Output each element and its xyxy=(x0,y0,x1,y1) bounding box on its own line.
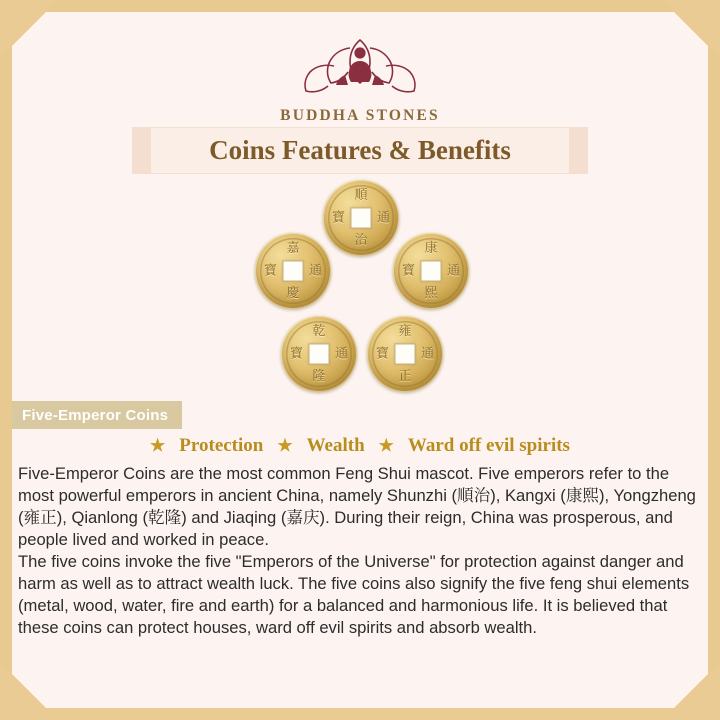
coin-glyph-top: 雍 xyxy=(398,324,412,339)
coin-glyph-bottom: 隆 xyxy=(312,369,326,384)
coin-square-hole xyxy=(421,261,442,282)
coin-jiaqing xyxy=(255,233,331,309)
page-title: Coins Features & Benefits xyxy=(209,135,511,165)
star-icon: ★ xyxy=(378,436,394,455)
coin-glyph-left: 寶 xyxy=(264,263,278,279)
coin-illustration-group xyxy=(0,178,720,400)
coin-glyph-left: 寶 xyxy=(402,263,416,279)
description-block xyxy=(18,463,704,640)
coin-yongzheng xyxy=(367,316,443,392)
title-banner xyxy=(150,127,570,174)
coin-glyph-top: 乾 xyxy=(312,324,326,339)
coin-glyph-left: 寶 xyxy=(376,346,390,362)
product-label-text: Five-Emperor Coins xyxy=(22,406,169,424)
coin-glyph-bottom: 慶 xyxy=(286,286,300,301)
banner-ribbon-right xyxy=(570,127,588,174)
features-row xyxy=(0,435,720,457)
coin-glyph-left: 寶 xyxy=(290,346,304,362)
feature-ward-off-evil-spirits: Ward off evil spirits xyxy=(407,435,570,456)
description-paragraph-1: Five-Emperor Coins are the most common Feng Shui mascot. Five emperors refer to the most powerful emperors in ancient China, namely Shunzhi (順治), Kangxi (康熙), Yongzheng (雍正), Qianlong (乾隆) and Jiaqing (嘉庆). During their reign, China was prosperous, and people lived and worked in peace. xyxy=(18,464,696,550)
coin-glyph-bottom: 治 xyxy=(354,233,368,248)
coin-square-hole xyxy=(351,208,372,229)
coin-shunzhi xyxy=(323,180,399,256)
coin-kangxi xyxy=(393,233,469,309)
bottom-frame-strip xyxy=(0,708,720,720)
product-label-tab xyxy=(12,401,182,429)
star-icon: ★ xyxy=(150,436,166,455)
brand-logo xyxy=(0,26,720,125)
brand-name: BUDDHA STONES xyxy=(280,107,440,124)
coin-square-hole xyxy=(309,344,330,365)
banner-ribbon-left xyxy=(132,127,150,174)
coin-glyph-right: 通 xyxy=(420,346,434,362)
feature-wealth: Wealth xyxy=(306,435,365,456)
coin-glyph-right: 通 xyxy=(376,210,390,226)
coin-glyph-bottom: 熙 xyxy=(424,286,438,301)
star-icon: ★ xyxy=(277,436,293,455)
coin-glyph-top: 順 xyxy=(354,188,368,203)
coin-qianlong xyxy=(281,316,357,392)
coin-square-hole xyxy=(283,261,304,282)
description-paragraph-2: The five coins invoke the five "Emperors of the Universe" for protection against danger and harm as well as to attract wealth luck. The five coins also signify the five feng shui elements (metal, wood, water, fire and earth) for a balanced and harmonious life. It is believed that these coins can protect houses, ward off evil spirits and absorb wealth. xyxy=(18,552,690,638)
lotus-meditation-icon xyxy=(304,26,416,104)
coin-glyph-right: 通 xyxy=(334,346,348,362)
coin-glyph-left: 寶 xyxy=(332,210,346,226)
coin-glyph-top: 康 xyxy=(424,241,438,256)
coin-square-hole xyxy=(395,344,416,365)
coin-glyph-bottom: 正 xyxy=(398,369,412,384)
coin-glyph-top: 嘉 xyxy=(286,241,300,256)
coin-glyph-right: 通 xyxy=(446,263,460,279)
coin-glyph-right: 通 xyxy=(308,263,322,279)
feature-protection: Protection xyxy=(179,435,264,456)
